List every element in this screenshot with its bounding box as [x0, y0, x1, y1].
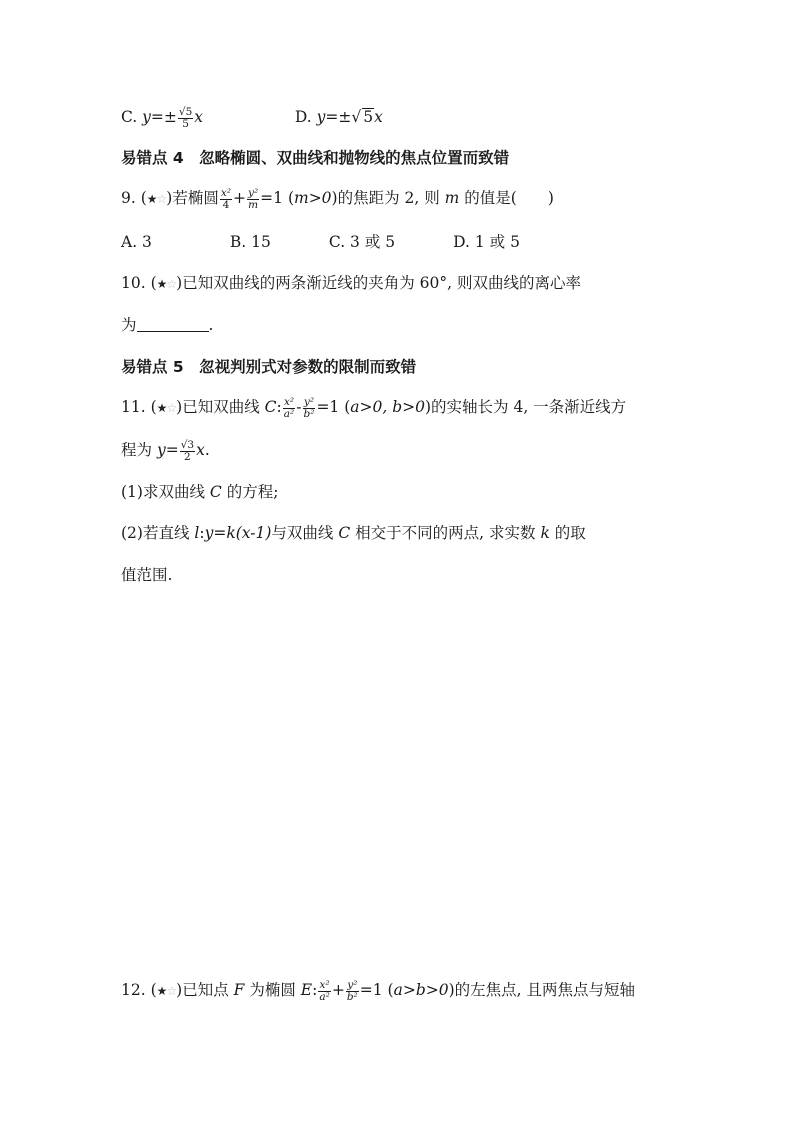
answer-blank[interactable]	[137, 316, 209, 332]
fraction: $\frac{√3}{2}$	[180, 438, 195, 463]
option-c: C. y=± $\frac{√5}{5}$ x	[121, 105, 204, 130]
fraction: $\frac{√5}{5}$	[178, 105, 193, 130]
option-c: C. 3 或 5	[328, 233, 396, 251]
fraction: $\frac{\text{x²}}{\text{a²}}$	[319, 978, 330, 1003]
difficulty-stars-icon: ★☆	[156, 401, 177, 415]
question-11-line2: 程为 y= $\frac{√3}{2}$ x.	[121, 438, 210, 463]
option-b: B. 15	[229, 233, 271, 251]
q9-options-row	[121, 231, 520, 253]
fraction: $\frac{\text{y²}}{m}$	[248, 186, 259, 211]
question-9: 9. (★☆)若椭圆 $\frac{\text{x²}}{4}$ + $\frac{\text{y²}}{m}$ =1 (m>0)的焦距为 2, 则 m 的值是( )	[121, 186, 554, 211]
option-a: A. 3	[121, 233, 152, 251]
section-heading-5: 易错点 5 忽视判别式对参数的限制而致错	[121, 358, 417, 376]
difficulty-stars-icon: ★☆	[156, 984, 177, 998]
difficulty-stars-icon: ★☆	[146, 192, 167, 206]
difficulty-stars-icon: ★☆	[156, 277, 177, 291]
option-d: D. y=±√ 5x	[294, 108, 383, 126]
question-12: 12. (★☆)已知点 F 为椭圆 E: $\frac{\text{x²}}{\text{a²}}$ + $\frac{\text{y²}}{\text{b²}}$ =1 (a>b>0)的左焦点, 且两焦点与短轴	[121, 978, 635, 1003]
q8-options-row	[121, 106, 383, 130]
question-11-part-2: (2)若直线 l:y=k(x-1)与双曲线 C 相交于不同的两点, 求实数 k 的取	[121, 524, 586, 542]
fraction: $\frac{\text{x²}}{4}$	[220, 186, 232, 211]
fraction: $\frac{\text{y²}}{\text{b²}}$	[303, 395, 315, 420]
fraction: $\frac{\text{x²}}{\text{a²}}$	[283, 395, 295, 420]
question-11: 11. (★☆)已知双曲线 C: $\frac{\text{x²}}{\text{a²}}$ - $\frac{\text{y²}}{\text{b²}}$ =1 (a>0, b>0)的实轴长为 4, 一条渐近线方	[121, 395, 627, 420]
section-heading-4: 易错点 4 忽略椭圆、双曲线和抛物线的焦点位置而致错	[121, 149, 510, 167]
question-10: 10. (★☆)已知双曲线的两条渐近线的夹角为 60°, 则双曲线的离心率	[121, 272, 581, 295]
question-10-line2: 为 .	[121, 316, 214, 334]
question-11-part-1: (1)求双曲线 C 的方程;	[121, 483, 279, 501]
fraction: $\frac{\text{y²}}{\text{b²}}$	[346, 978, 358, 1003]
option-d: D. 1 或 5	[453, 233, 520, 251]
question-11-part-2-line2: 值范围.	[121, 566, 173, 584]
